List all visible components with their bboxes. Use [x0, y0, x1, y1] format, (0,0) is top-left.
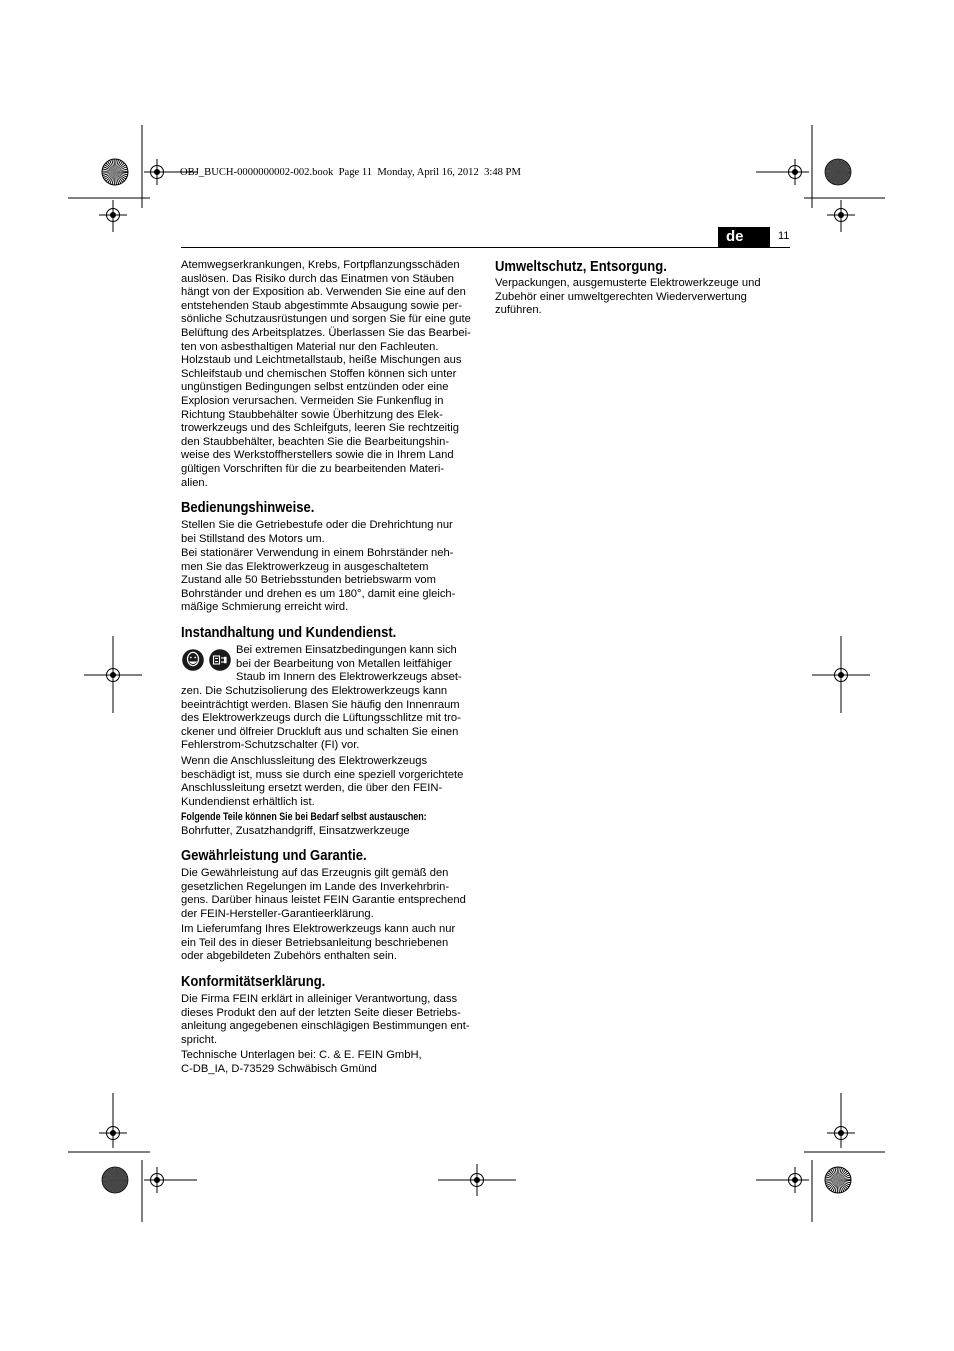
text-line: auslösen. Das Risiko durch das Einatmen von Stäuben	[181, 272, 455, 285]
text-line: beeinträchtigt werden. Blasen Sie häufig den Innenraum	[181, 698, 460, 711]
warranty-paragraph-1	[181, 867, 466, 921]
text-line: ein Teil des in dieser Betriebsanleitung beschriebenen	[181, 936, 449, 949]
text-line: Bohrständer und drehen es um 180°, damit eine gleich-	[181, 587, 456, 600]
text-line: Belüftung des Arbeitsplatzes. Überlassen Sie das Bearbei-	[181, 326, 471, 339]
header-rule	[181, 247, 790, 248]
conformity-paragraph-2	[181, 1049, 422, 1076]
maintenance-paragraph-1	[181, 685, 461, 753]
text-line: Holzstaub und Leichtmetallstaub, heiße Mischungen aus	[181, 354, 462, 367]
maintenance-paragraph-2	[181, 755, 463, 809]
replaceable-parts-list: Bohrfutter, Zusatzhandgriff, Einsatzwerkzeuge	[181, 824, 410, 837]
operating-paragraph-2	[181, 547, 455, 615]
text-line: Staub im Innern des Elektrowerkzeugs abset-	[236, 671, 462, 684]
text-line: Im Lieferumfang Ihres Elektrowerkzeugs kann auch nur	[181, 923, 456, 935]
text-line: Explosion verursachen. Vermeiden Sie Funkenflug in	[181, 394, 444, 407]
text-line: gesetzlichen Regelungen im Lande des Inverkehrbrin-	[181, 880, 450, 893]
text-line: anleitung angegebenen einschlägigen Bestimmungen ent-	[181, 1020, 470, 1033]
text-line: men Sie das Elektrowerkzeug in ausgeschaltetem	[181, 560, 429, 573]
text-line: des Elektrowerkzeugs durch die Lüftungsschlitze mit tro-	[181, 712, 461, 725]
text-line: ten von asbesthaltigen Material nur den Fachleuten.	[181, 340, 439, 353]
text-line: Richtung Staubbehälter sowie Überhitzung des Elek-	[181, 408, 443, 421]
text-line: Fehlerstrom-Schutzschalter (FI) vor.	[181, 739, 360, 752]
registration-crosshair	[99, 200, 127, 232]
environment-paragraph	[495, 277, 761, 318]
registration-crosshair	[99, 1093, 127, 1148]
starburst-mark	[825, 1167, 851, 1193]
print-job-info: OBJ_BUCH-0000000002-002.book Page 11 Monday, April 16, 2012 3:48 PM	[180, 167, 521, 178]
text-line: ungünstigen Bedingungen selbst entzünden oder eine	[181, 381, 449, 394]
text-line: der FEIN-Hersteller-Garantieerklärung.	[181, 907, 374, 920]
text-line: ckener und ölfreier Druckluft aus und schalten Sie einen	[181, 725, 459, 738]
text-line: dieses Produkt den auf der letzten Seite dieser Betriebs-	[181, 1006, 461, 1019]
text-line: Stellen Sie die Getriebestufe oder die Drehrichtung nur	[181, 519, 453, 531]
starburst-mark-dark	[102, 1167, 128, 1193]
text-line: Atemwegserkrankungen, Krebs, Fortpflanzungsschäden	[181, 259, 460, 271]
text-line: Bei stationärer Verwendung in einem Bohrständer neh-	[181, 547, 454, 559]
text-line: C-DB_IA, D-73529 Schwäbisch Gmünd	[181, 1062, 377, 1075]
warranty-paragraph-2	[181, 923, 455, 964]
heading-environmental-protection: Umweltschutz, Entsorgung.	[495, 259, 667, 275]
replaceable-parts-label: Folgende Teile können Sie bei Bedarf selbst austauschen:	[181, 811, 427, 823]
text-line: bei Stillstand des Motors um.	[181, 532, 325, 545]
text-line: den Staubbehälter, beachten Sie die Bearbeitungshin-	[181, 435, 450, 448]
registration-crosshair	[438, 1164, 516, 1196]
registration-crosshair	[756, 159, 809, 185]
text-line: oder abgebildeten Zubehörs enthalten sein.	[181, 950, 397, 963]
text-line: Anschlussleitung ersetzt werden, die über den FEIN-	[181, 782, 443, 795]
respiratory-protection-icon	[182, 649, 204, 671]
registration-crosshair	[756, 1167, 809, 1193]
language-tab-label: de	[726, 228, 744, 245]
text-line: Schleifstaub und chemischen Stoffen können sich unter	[181, 367, 457, 380]
text-line: weise des Werkstoffherstellers sowie die in Ihrem Land	[181, 449, 454, 462]
page-number: 11	[778, 230, 790, 242]
mains-plug-icon	[209, 649, 231, 671]
starburst-mark	[102, 159, 128, 185]
text-line: mäßige Schmierung erreicht wird.	[181, 601, 349, 614]
heading-declaration-of-conformity: Konformitätserklärung.	[181, 974, 326, 990]
text-line: Wenn die Anschlussleitung des Elektrowerkzeugs	[181, 755, 428, 767]
heading-maintenance-service: Instandhaltung und Kundendienst.	[181, 625, 397, 641]
maintenance-paragraph-1-beside-icons	[236, 644, 462, 685]
heading-warranty: Gewährleistung und Garantie.	[181, 848, 367, 864]
text-line: trowerkzeugs und des Schleifguts, leeren Sie rechtzeitig	[181, 422, 459, 435]
text-line: gens. Darüber hinaus leistet FEIN Garantie entsprechend	[181, 894, 466, 907]
text-line: Bei extremen Einsatzbedingungen kann sich	[236, 644, 457, 656]
heading-operating-instructions: Bedienungshinweise.	[181, 500, 315, 516]
intro-paragraph	[181, 259, 471, 490]
text-line: spricht.	[181, 1033, 218, 1046]
text-line: hängt von der Exposition ab. Verwenden Sie eine auf den	[181, 286, 466, 299]
text-line: Verpackungen, ausgemusterte Elektrowerkzeuge und	[495, 277, 761, 289]
text-line: zen. Die Schutzisolierung des Elektrowerkzeugs kann	[181, 685, 448, 697]
text-line: beschädigt ist, muss sie durch eine speziell vorgerichtete	[181, 768, 464, 781]
text-line: alien.	[181, 476, 208, 489]
starburst-mark-dark	[825, 159, 851, 185]
language-tab	[718, 227, 770, 247]
text-line: sönliche Schutzausrüstungen und sorgen Sie für eine gute	[181, 313, 471, 326]
registration-crosshair	[84, 636, 142, 713]
text-line: Die Gewährleistung auf das Erzeugnis gilt gemäß den	[181, 867, 449, 879]
text-line: Die Firma FEIN erklärt in alleiniger Verantwortung, dass	[181, 993, 458, 1005]
conformity-paragraph-1	[181, 993, 470, 1047]
registration-crosshair	[144, 1167, 197, 1193]
text-line: Zustand alle 50 Betriebsstunden betriebswarm vom	[181, 574, 436, 587]
registration-crosshair	[827, 200, 855, 232]
text-line: Kundendienst erhältlich ist.	[181, 795, 315, 808]
text-line: entstehenden Staub abgestimmte Absaugung sowie per-	[181, 299, 463, 312]
text-line: bei der Bearbeitung von Metallen leitfähiger	[236, 657, 452, 670]
operating-paragraph-1	[181, 519, 453, 546]
text-line: zuführen.	[495, 304, 542, 317]
text-line: Technische Unterlagen bei: C. & E. FEIN GmbH,	[181, 1049, 422, 1061]
text-line: Zubehör einer umweltgerechten Wiederverwertung	[495, 290, 747, 303]
registration-crosshair	[827, 1093, 855, 1148]
replaceable-parts	[181, 811, 473, 838]
text-line: gültigen Vorschriften für die zu bearbeitenden Materi-	[181, 462, 445, 475]
registration-crosshair	[812, 636, 870, 713]
